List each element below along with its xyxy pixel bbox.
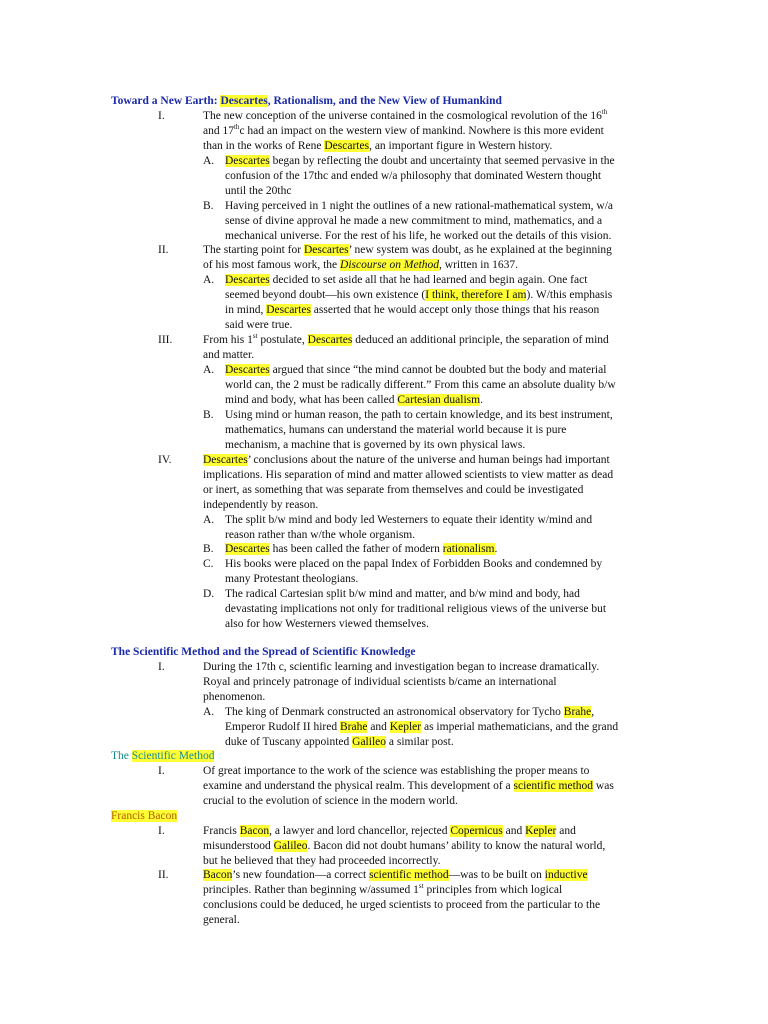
text-line: and matter. — [203, 349, 255, 361]
text-line: During the 17th c, scientific learning and investigation began to increase dramatically. — [203, 661, 600, 673]
text-line: Descartes’ conclusions about the nature of the universe and human beings had important — [203, 454, 610, 466]
text-line: Descartes has been called the father of modern rationalism. — [225, 543, 498, 555]
outline-letter: B. — [203, 200, 214, 212]
text-line: duke of Tuscany appointed Galileo a similar post. — [225, 736, 454, 748]
text-line: The new conception of the universe contained in the cosmological revolution of the 16th — [203, 108, 608, 122]
outline-letter: D. — [203, 588, 215, 600]
text-line: world can, the 2 must be radically different.” From this came an absolute duality b/w — [225, 379, 616, 391]
text-line: misunderstood Galileo. Bacon did not doubt humans’ ability to know the natural world, — [203, 840, 606, 852]
text-line: devastating implications not only for traditional religious views of the universe but — [225, 603, 607, 615]
section-heading-descartes: Toward a New Earth: Descartes, Rationalism, and the New View of Humankind — [111, 95, 502, 107]
text-line: examine and understand the physical realm. This development of a scientific method was — [203, 780, 614, 792]
text-line: until the 20thc — [225, 185, 292, 197]
text-line: in mind, Descartes asserted that he would accept only those things that his reason — [225, 304, 600, 316]
text-line: or inert, as something that was separate from themselves and could be investigated — [203, 484, 584, 496]
text-line: said were true. — [225, 319, 293, 331]
text-line: conclusions could be deduced, he urged scientists to proceed from the particular to the — [203, 899, 601, 911]
outline-number: III. — [158, 334, 173, 346]
outline-number: I. — [158, 661, 165, 673]
text-line: confusion of the 17thc and ended w/a philosophy that dominated Western thought — [225, 170, 602, 182]
text-line: principles. Rather than beginning w/assumed 1st principles from which logical — [203, 882, 563, 896]
outline-letter: A. — [203, 706, 215, 718]
outline-letter: A. — [203, 155, 215, 167]
text-line: mechanical universe. For the rest of his life, he worked out the details of this vision. — [225, 230, 612, 242]
text-line: crucial to the evolution of science in the modern world. — [203, 795, 458, 807]
text-line: of his most famous work, the Discourse on Method, written in 1637. — [203, 259, 518, 271]
text-line: Bacon’s new foundation—a correct scientific method—was to be built on inductive — [203, 869, 588, 881]
text-line: many Protestant theologians. — [225, 573, 359, 585]
outline-number: IV. — [158, 454, 172, 466]
outline-number: I. — [158, 765, 165, 777]
text-line: The split b/w mind and body led Westerners to equate their identity w/mind and — [225, 514, 593, 526]
text-line: sense of divine approval he made a new commitment to mind, mathematics, and a — [225, 215, 603, 227]
text-line: general. — [203, 914, 240, 926]
outline-letter: A. — [203, 364, 215, 376]
text-line: mechanism, a machine that is governed by its own physical laws. — [225, 439, 526, 451]
outline-number: II. — [158, 244, 169, 256]
text-line: also for how Westerners viewed themselves. — [225, 618, 429, 630]
subheading-scientific-method: The Scientific Method — [111, 750, 215, 762]
section-heading-scientific-method-spread: The Scientific Method and the Spread of Scientific Knowledge — [111, 646, 416, 658]
text-line: The starting point for Descartes’ new system was doubt, as he explained at the beginning — [203, 244, 612, 256]
text-line: but he believed that they had proceeded incorrectly. — [203, 855, 441, 867]
text-line: His books were placed on the papal Index of Forbidden Books and condemned by — [225, 558, 603, 570]
text-line: reason rather than w/the whole organism. — [225, 529, 416, 541]
text-line: Of great importance to the work of the science was establishing the proper means to — [203, 765, 590, 777]
text-line: The king of Denmark constructed an astronomical observatory for Tycho Brahe, — [225, 706, 595, 718]
subheading-francis-bacon: Francis Bacon — [111, 810, 178, 822]
outline-number: I. — [158, 825, 165, 837]
text-line: Emperor Rudolf II hired Brahe and Kepler as imperial mathematicians, and the grand — [225, 721, 619, 733]
text-line: Using mind or human reason, the path to certain knowledge, and its best instrument, — [225, 409, 613, 421]
text-line: implications. His separation of mind and matter allowed scientists to view matter as dead — [203, 469, 614, 481]
text-line: seemed beyond doubt—his own existence (I think, therefore I am). W/this emphasis — [225, 289, 613, 301]
text-line: mind and body, what has been called Cartesian dualism. — [225, 394, 483, 406]
outline-letter: A. — [203, 274, 215, 286]
outline-letter: A. — [203, 514, 215, 526]
outline-letter: B. — [203, 409, 214, 421]
text-line: independently by reason. — [203, 499, 319, 511]
outline-number: I. — [158, 110, 165, 122]
text-line: and 17thc had an impact on the western view of mankind. Nowhere is this more evident — [203, 123, 604, 137]
outline-letter: C. — [203, 558, 214, 570]
outline-letter: B. — [203, 543, 214, 555]
text-line: Descartes decided to set aside all that he had learned and begin again. One fact — [225, 274, 588, 286]
text-line: mathematics, humans can understand the material world because it is pure — [225, 424, 567, 436]
text-line: Francis Bacon, a lawyer and lord chancellor, rejected Copernicus and Kepler and — [203, 825, 576, 837]
text-line: than in the works of Rene Descartes, an important figure in Western history. — [203, 140, 553, 152]
text-line: Descartes began by reflecting the doubt and uncertainty that seemed pervasive in the — [225, 155, 615, 167]
outline-number: II. — [158, 869, 169, 881]
text-line: Descartes argued that since “the mind cannot be doubted but the body and material — [225, 364, 607, 376]
text-line: Royal and princely patronage of individual scientists b/came an international — [203, 676, 557, 688]
text-line: The radical Cartesian split b/w mind and matter, and b/w mind and body, had — [225, 588, 580, 600]
text-line: phenomenon. — [203, 691, 266, 703]
text-line: Having perceived in 1 night the outlines of a new rational-mathematical system, w/a — [225, 200, 614, 212]
text-line: From his 1st postulate, Descartes deduced an additional principle, the separation of mind — [203, 332, 609, 346]
